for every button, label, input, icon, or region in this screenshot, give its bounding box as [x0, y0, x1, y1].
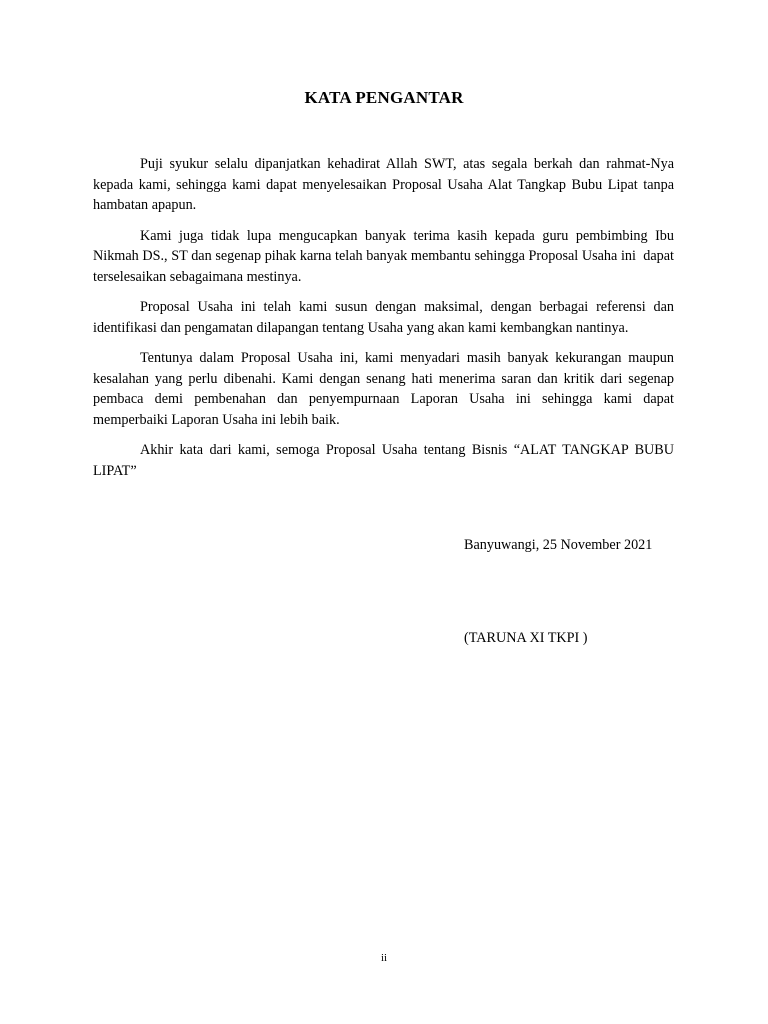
paragraph-4: Tentunya dalam Proposal Usaha ini, kami menyadari masih banyak kekurangan maupun kesalahan yang perlu dibenahi. Kami dengan senang hati menerima saran dan kritik dari segenap pembaca demi pembenahan dan penyempurnaan Laporan Usaha ini sehingga kami dapat memperbaiki Laporan Usaha ini lebih baik. — [93, 350, 674, 428]
paragraph-3: Proposal Usaha ini telah kami susun dengan maksimal, dengan berbagai referensi dan identifikasi dan pengamatan dilapangan tentang Usaha yang akan kami kembangkan nantinya. — [93, 299, 674, 336]
page-number: ii — [380, 952, 388, 964]
page-title: KATA PENGANTAR — [304, 88, 464, 107]
paragraph-1: Puji syukur selalu dipanjatkan kehadirat Allah SWT, atas segala berkah dan rahmat-Nya kepada kami, sehingga kami dapat menyelesaikan Proposal Usaha Alat Tangkap Bubu Lipat tanpa hambatan apapun. — [93, 156, 674, 213]
paragraph-2: Kami juga tidak lupa mengucapkan banyak terima kasih kepada guru pembimbing Ibu Nikmah DS., ST dan segenap pihak karna telah banyak membantu sehingga Proposal Usaha ini dapat terselesaikan sebagaimana mestinya. — [93, 227, 678, 285]
body-text — [93, 154, 678, 491]
paragraph-5: Akhir kata dari kami, semoga Proposal Usaha tentang Bisnis “ALAT TANGKAP BUBU LIPAT” — [93, 442, 674, 479]
signer: (TARUNA XI TKPI ) — [464, 630, 588, 646]
place-date: Banyuwangi, 25 November 2021 — [464, 537, 653, 553]
